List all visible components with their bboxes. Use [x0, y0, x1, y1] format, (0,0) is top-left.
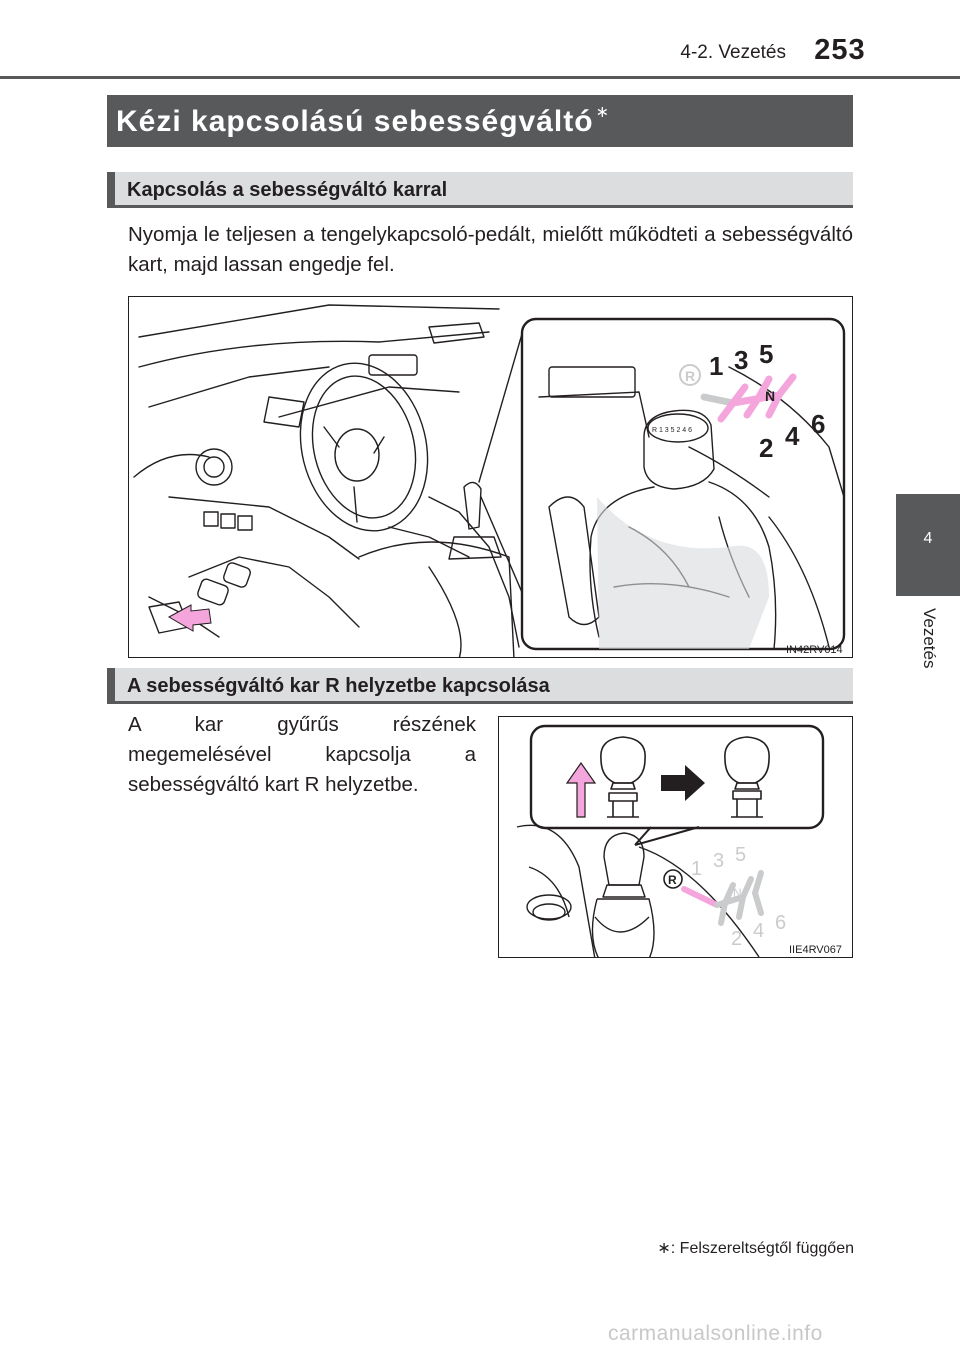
title-marker: ∗ — [595, 104, 610, 121]
page-number: 253 — [814, 34, 866, 66]
gear-label-5: 5 — [735, 844, 747, 866]
gear-label-4: 4 — [753, 920, 765, 942]
section-heading-edge — [107, 172, 115, 205]
gear-label-r: R — [668, 873, 677, 887]
gear-label-4: 4 — [785, 421, 800, 451]
watermark: carmanualsonline.info — [608, 1322, 823, 1345]
page-title: Kézi kapcsolású sebességváltó ∗ — [116, 104, 610, 138]
gear-label-1: 1 — [709, 351, 724, 381]
chapter-tab-label: Vezetés — [920, 608, 939, 669]
gear-label-n: N — [765, 388, 776, 404]
section-heading-text: A sebességváltó kar R helyzetbe kapcsolása — [127, 675, 550, 697]
gear-label-3: 3 — [734, 345, 749, 375]
gear-label-2: 2 — [759, 433, 774, 463]
gear-label-6: 6 — [775, 912, 787, 934]
section-heading-2 — [107, 668, 853, 704]
figure-code: IIE4RV067 — [789, 944, 843, 956]
gear-label-3: 3 — [713, 850, 725, 872]
gear-label-n: N — [733, 886, 742, 900]
gear-label-1: 1 — [691, 858, 703, 880]
figure-reverse-gear — [498, 716, 853, 958]
gear-label-2: 2 — [731, 928, 743, 950]
section-2-body: A kar gyűrűs részének megemelésével kapcsolja a sebességváltó kart R helyzetbe. — [128, 713, 476, 796]
figure-gear-shift-illustration — [129, 297, 853, 658]
section-heading-text: Kapcsolás a sebességváltó karral — [127, 179, 448, 201]
footnote — [560, 1238, 854, 1258]
section-label: 4-2. Vezetés — [680, 42, 786, 63]
figure-reverse-gear-illustration — [499, 717, 853, 958]
section-heading-1 — [107, 172, 853, 208]
header-rule — [0, 76, 960, 79]
gear-label-r: R — [685, 368, 696, 384]
gear-label-5: 5 — [759, 339, 774, 369]
section-1-body: Nyomja le teljesen a tengelykapcsoló-pedált, mielőtt működteti a sebességváltó kart, majd lassan engedje fel. — [128, 223, 853, 276]
chapter-tab-number: 4 — [923, 530, 933, 547]
knob-gear-pattern: R 1 3 5 2 4 6 — [651, 427, 693, 434]
footnote-text: : Felszereltségtől függően — [670, 1240, 854, 1257]
figure-code: IN42RV014 — [786, 644, 843, 656]
gear-label-6: 6 — [811, 409, 826, 439]
footnote-marker: ∗ — [657, 1240, 671, 1257]
figure-gear-shift — [128, 296, 853, 658]
section-heading-edge — [107, 668, 115, 701]
